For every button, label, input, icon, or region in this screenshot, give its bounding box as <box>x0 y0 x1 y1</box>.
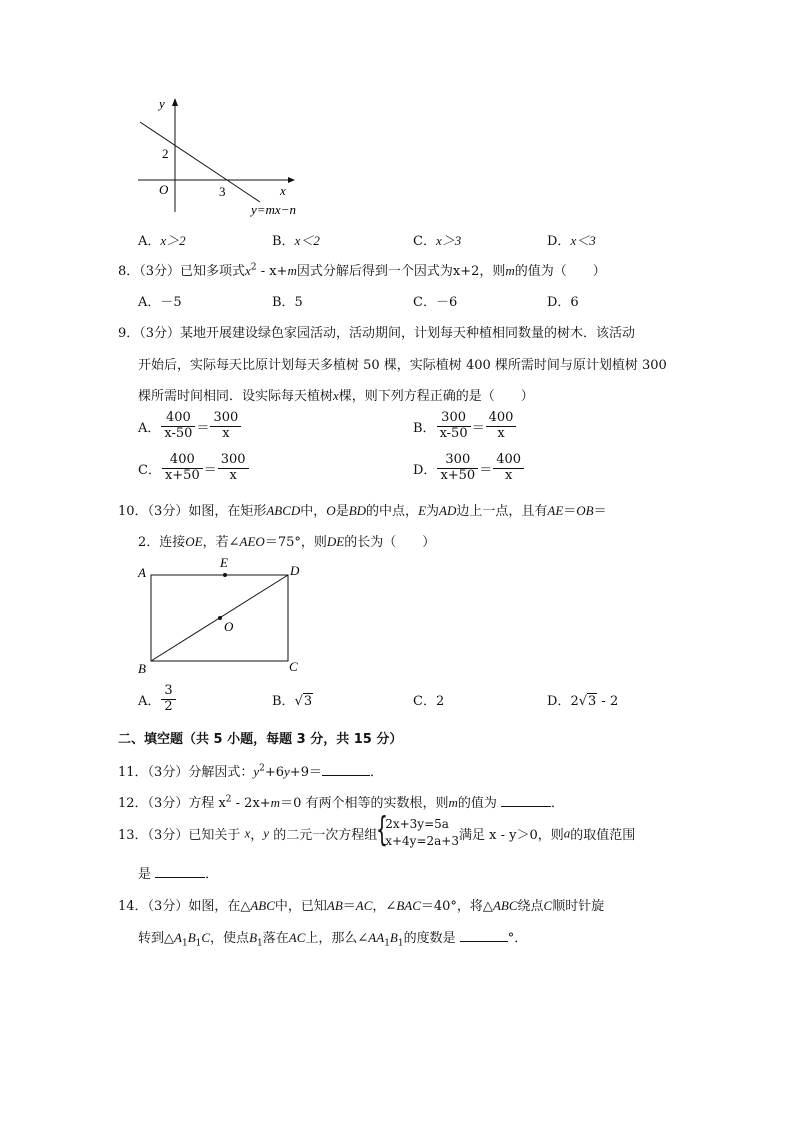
point-o <box>218 616 222 620</box>
q8-option-a[interactable]: A．－5 <box>138 295 182 310</box>
label-b: B <box>138 661 146 676</box>
q8-option-d[interactable]: D．6 <box>547 295 579 310</box>
point-e <box>223 573 227 577</box>
q10-option-c[interactable]: C．2 <box>413 694 445 709</box>
origin-label: O <box>159 182 169 197</box>
x-axis-arrow-icon <box>288 177 295 183</box>
q10-option-b[interactable]: B．√3 <box>272 694 313 709</box>
q7-line-graph <box>130 92 300 222</box>
label-a: A <box>138 565 146 580</box>
q9-stem-line2: 开始后，实际每天比原计划每天多植树 50 棵，实际植树 400 棵所需时间与原计划植树 300 <box>138 358 667 373</box>
q11-stem: 11．（3分）分解因式：$y^2+6y+9=$ ． <box>118 763 383 780</box>
q9-option-d[interactable]: D． $\frac{300}{x+50}$ ＝ $\frac{400}{x}$ <box>413 453 525 484</box>
q14-stem-line2: 转到$\triangle A_1B_1C$，使点$B_1$落在AC上，那么$\angle AA_1B_1$的度数是 °． <box>138 930 528 949</box>
section-heading-fill-in: 二、填空题（共 5 小题，每题 3 分，共 15 分） <box>118 732 403 747</box>
label-c: C <box>289 659 298 674</box>
q10-rectangle-figure <box>130 555 310 680</box>
y-axis-label: y <box>159 96 165 111</box>
q8-stem: 8．（3分）已知多项式$x^2 - x+m$因式分解后得到一个因式为x+2，则m的值为（ ） <box>118 262 606 279</box>
q9-option-a[interactable]: A． $\frac{400}{x-50}$ ＝ $\frac{300}{x}$ <box>138 411 242 442</box>
q8-option-c[interactable]: C．－6 <box>413 295 458 310</box>
label-d: D <box>290 563 300 578</box>
q14-answer-blank[interactable] <box>460 929 508 942</box>
y-intercept-label: 2 <box>162 146 169 161</box>
graph-line <box>140 122 260 202</box>
q13-answer-blank[interactable] <box>155 865 205 878</box>
q7-option-c[interactable]: C．x＞3 <box>413 233 462 249</box>
q12-answer-blank[interactable] <box>501 794 551 807</box>
label-e: E <box>220 555 228 570</box>
label-o: O <box>224 619 234 634</box>
q9-stem-line3: 棵所需时间相同．设实际每天植树x棵，则下列方程正确的是（ ） <box>138 388 534 404</box>
q10-option-d[interactable]: D．2√3 - 2 <box>547 694 619 709</box>
q13-stem-line2: 是 ． <box>138 867 219 882</box>
q12-stem: 12．（3分）方程 $x^2 - 2x+m=0$ 有两个相等的实数根，则m的值为 ． <box>118 794 565 811</box>
q8-option-b[interactable]: B．5 <box>272 295 303 310</box>
q7-option-b[interactable]: B．x＜2 <box>272 233 320 249</box>
q10-stem-line2: 2．连接OE，若∠AEO＝75°，则DE的长为（ ） <box>138 534 436 550</box>
q10-option-a[interactable]: A． $\frac{3}{2}$ <box>138 684 177 715</box>
q9-option-b[interactable]: B． $\frac{300}{x-50}$ ＝ $\frac{400}{x}$ <box>413 411 517 442</box>
q10-stem-line1: 10．（3分）如图，在矩形ABCD中，O是BD的中点，E为AD边上一点，且有AE＝OB＝ <box>118 503 607 519</box>
q7-option-d[interactable]: D．x＜3 <box>547 233 596 249</box>
q9-stem-line1: 9．（3分）某地开展建设绿色家园活动，活动期间，计划每天种植相同数量的树木．该活动 <box>118 326 636 341</box>
equation-system: { 2x+3y=5a x+4y=2a+3 <box>376 810 459 850</box>
q14-stem-line1: 14．（3分）如图，在△ABC中，已知AB＝AC，∠BAC＝40°，将△ABC绕点C顺时针旋 <box>118 898 605 914</box>
y-axis-arrow-icon <box>172 98 178 106</box>
line-equation-label: y=mx−n <box>251 202 296 217</box>
q9-option-c[interactable]: C． $\frac{400}{x+50}$ ＝ $\frac{300}{x}$ <box>138 453 250 484</box>
x-intercept-label: 3 <box>219 184 226 199</box>
x-axis-label: x <box>280 183 286 198</box>
q7-option-a[interactable]: A．x＞2 <box>138 233 186 249</box>
q13-stem-line1: 13．（3分）已知关于 x，y 的二元一次方程组 { 2x+3y=5a x+4y=2a+3 满足 x - y＞0，则a的取值范围 <box>118 810 636 850</box>
q11-answer-blank[interactable] <box>322 763 370 776</box>
